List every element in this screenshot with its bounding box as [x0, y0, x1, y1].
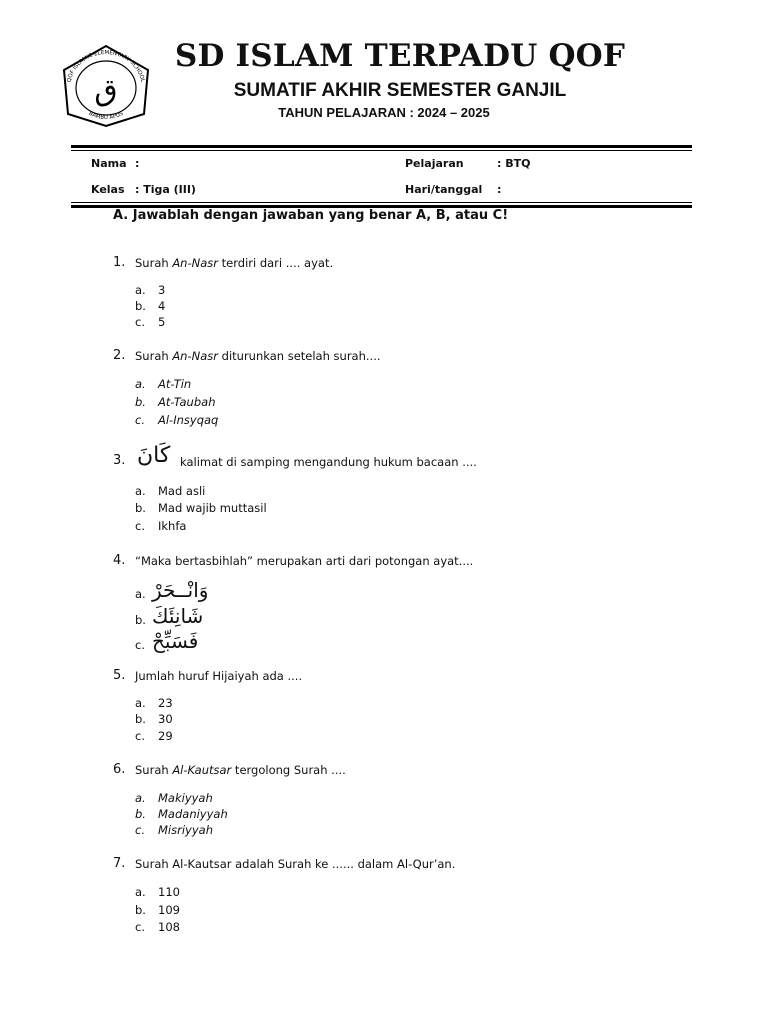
question-3-text: kalimat di samping mengandung hukum bacaan ....: [180, 455, 477, 469]
academic-year: TAHUN PELAJARAN : 2024 – 2025: [278, 105, 490, 120]
option-label: a.: [135, 587, 146, 601]
question-number: 2.: [113, 348, 126, 363]
question-7-text: Surah Al-Kautsar adalah Surah ke ...... dalam Al-Qur’an.: [135, 857, 456, 871]
option-text: At-Tin: [158, 377, 192, 391]
option-label: a.: [135, 484, 146, 498]
question-number: 1.: [113, 255, 126, 270]
section-a-instruction: A. Jawablah dengan jawaban yang benar A, B, atau C!: [113, 208, 509, 223]
header-rule-thin: [71, 150, 692, 151]
option-text: At-Taubah: [158, 395, 216, 409]
option-text: 5: [158, 315, 166, 329]
option-label: c.: [135, 920, 145, 934]
option-label: b.: [135, 613, 146, 627]
option-label: a.: [135, 283, 146, 297]
option-label: a.: [135, 696, 146, 710]
question-1-text: Surah An-Nasr terdiri dari .... ayat.: [135, 256, 334, 270]
option-label: a.: [135, 885, 146, 899]
question-number: 4.: [113, 553, 126, 568]
question-number: 5.: [113, 668, 126, 683]
question-number: 3.: [113, 453, 126, 468]
option-text: 109: [158, 903, 180, 917]
class-label: Kelas: [91, 183, 125, 196]
date-label: Hari/tanggal: [405, 183, 483, 196]
option-text: Misriyyah: [158, 823, 213, 837]
option-label: b.: [135, 395, 146, 409]
option-text: 30: [158, 712, 173, 726]
option-label: b.: [135, 807, 146, 821]
school-logo: [60, 44, 152, 128]
option-label: b.: [135, 903, 146, 917]
school-name: SD ISLAM TERPADU QOF: [174, 38, 626, 74]
option-text: 110: [158, 885, 180, 899]
option-label: b.: [135, 712, 146, 726]
option-label: c.: [135, 315, 145, 329]
option-label: b.: [135, 501, 146, 515]
question-6-text: Surah Al-Kautsar tergolong Surah ....: [135, 763, 346, 777]
option-text-arabic: فَسَبِّحْ: [152, 629, 199, 653]
question-2-text: Surah An-Nasr diturunkan setelah surah....: [135, 349, 381, 363]
exam-title: SUMATIF AKHIR SEMESTER GANJIL: [233, 80, 567, 101]
option-label: a.: [135, 791, 146, 805]
question-4-text: “Maka bertasbihlah” merupakan arti dari potongan ayat....: [135, 554, 474, 568]
question-5-text: Jumlah huruf Hijaiyah ada ....: [135, 669, 303, 683]
option-text: Mad asli: [158, 484, 206, 498]
option-label: c.: [135, 729, 145, 743]
option-text-arabic: وَانْــحَرْ: [152, 578, 209, 602]
option-label: c.: [135, 638, 145, 652]
option-text: Makiyyah: [158, 791, 213, 805]
option-text: 29: [158, 729, 173, 743]
option-text: 23: [158, 696, 173, 710]
class-value: : Tiga (III): [135, 183, 196, 196]
info-rule-thin: [71, 202, 692, 203]
option-text: Ikhfa: [158, 519, 187, 533]
option-label: a.: [135, 377, 146, 391]
option-label: c.: [135, 519, 145, 533]
option-label: c.: [135, 413, 145, 427]
logo-letter: ق: [94, 73, 118, 108]
option-label: b.: [135, 299, 146, 313]
option-text: 4: [158, 299, 166, 313]
question-number: 6.: [113, 762, 126, 777]
option-text: Al-Insyqaq: [158, 413, 219, 427]
subject-label: Pelajaran: [405, 157, 464, 170]
option-label: c.: [135, 823, 145, 837]
logo-ring-text-bottom: BAMBU APUS: [87, 110, 125, 122]
date-value: :: [497, 183, 502, 196]
name-label: Nama: [91, 157, 127, 170]
question-number: 7.: [113, 856, 126, 871]
question-3-arabic: كَانَ: [137, 443, 171, 468]
option-text-arabic: شَانِئَكَ: [152, 604, 204, 628]
option-text: 3: [158, 283, 166, 297]
option-text: Mad wajib muttasil: [158, 501, 267, 515]
name-value: :: [135, 157, 140, 170]
option-text: 108: [158, 920, 180, 934]
subject-value: : BTQ: [497, 157, 531, 170]
logo-ring-text-top: QOF ISLAMIC ELEMENTARY SCHOOL: [66, 49, 146, 83]
header-rule-thick: [71, 145, 692, 148]
option-text: Madaniyyah: [158, 807, 228, 821]
